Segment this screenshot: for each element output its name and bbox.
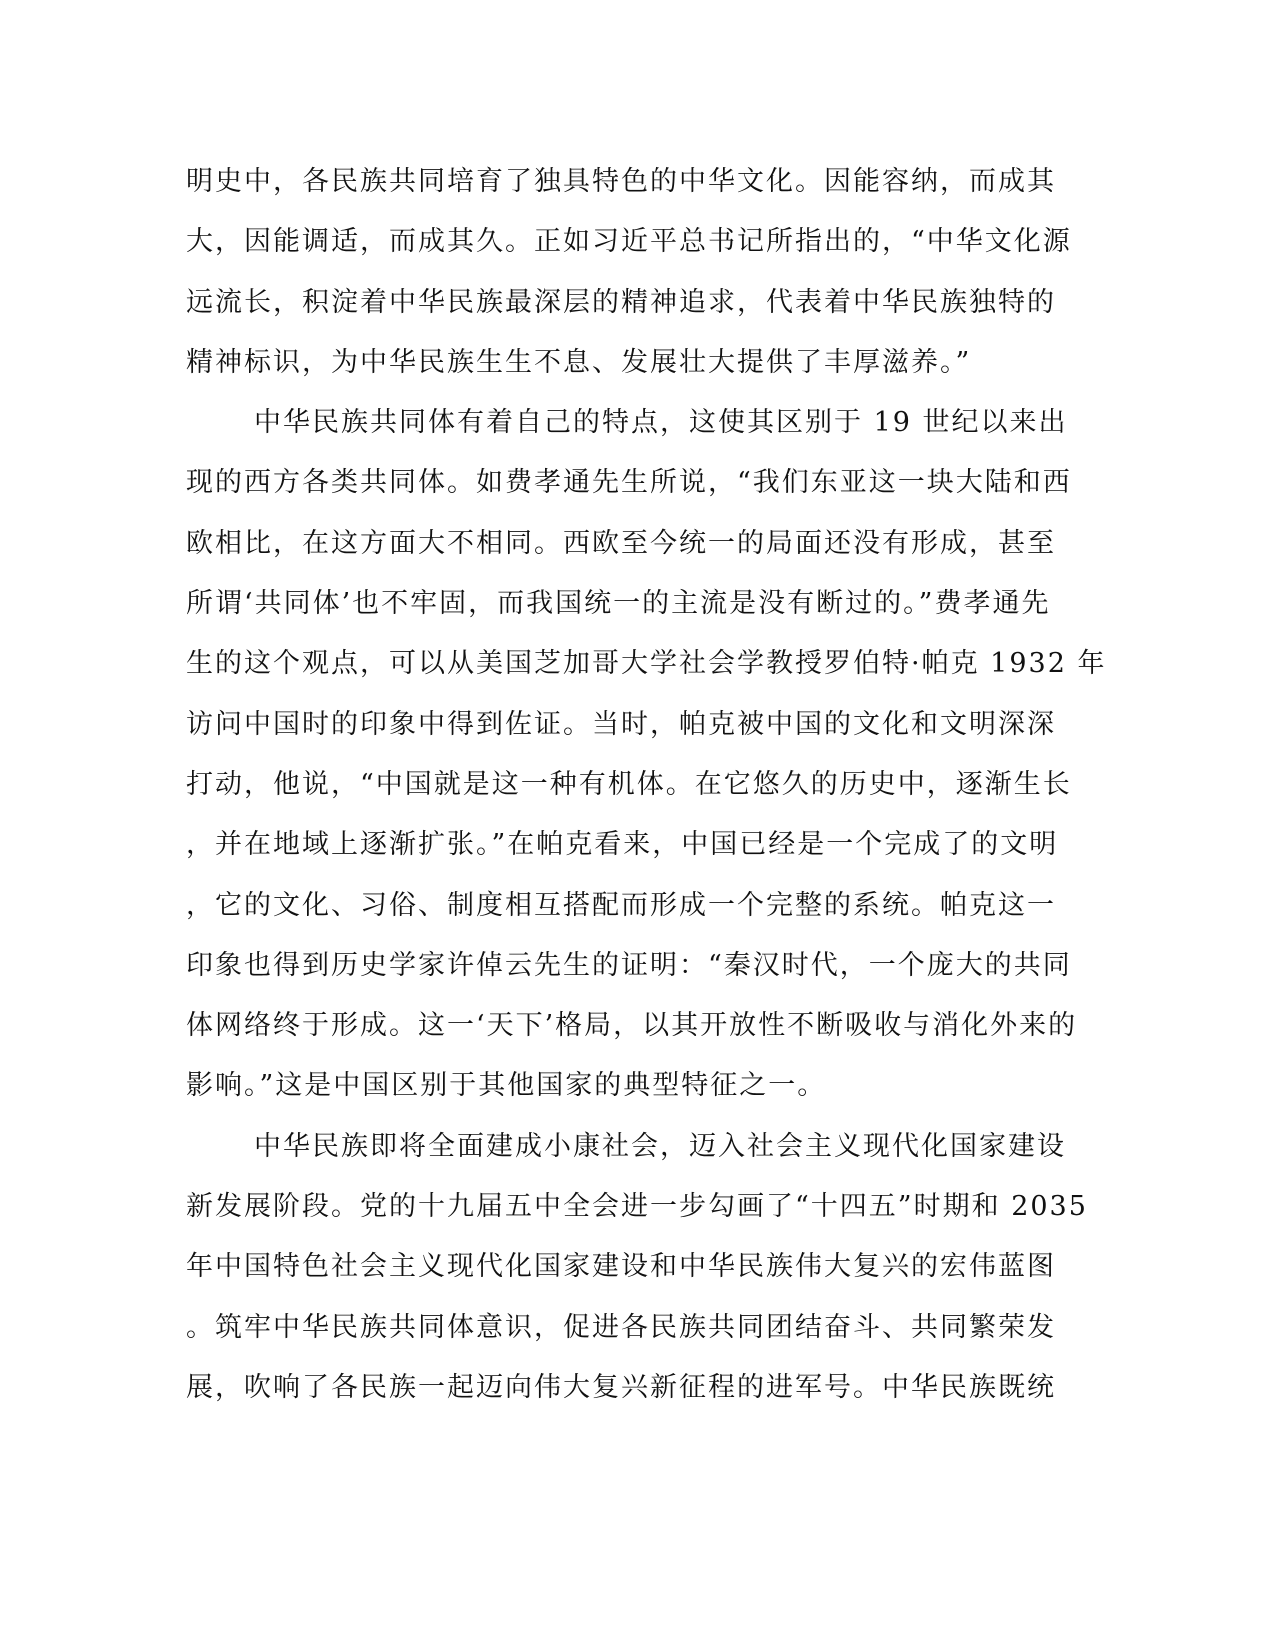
text-line: 印象也得到历史学家许倬云先生的证明：“秦汉时代，一个庞大的共同 bbox=[186, 949, 1072, 981]
text-line: 访问中国时的印象中得到佐证。当时，帕克被中国的文化和文明深深 bbox=[186, 708, 1056, 740]
text-line: 生的这个观点，可以从美国芝加哥大学社会学教授罗伯特·帕克 1932 年 bbox=[186, 648, 1107, 680]
text-line: 现的西方各类共同体。如费孝通先生所说，“我们东亚这一块大陆和西 bbox=[186, 467, 1072, 499]
text-line: 所谓‘共同体’也不牢固，而我国统一的主流是没有断过的。”费孝通先 bbox=[186, 588, 1051, 620]
text-line: 展，吹响了各民族一起迈向伟大复兴新征程的进军号。中华民族既统 bbox=[186, 1371, 1056, 1403]
text-line: 新发展阶段。党的十九届五中全会进一步勾画了“十四五”时期和 2035 bbox=[186, 1191, 1088, 1223]
text-line: 远流长，积淀着中华民族最深层的精神追求，代表着中华民族独特的 bbox=[186, 286, 1056, 318]
text-line: 年中国特色社会主义现代化国家建设和中华民族伟大复兴的宏伟蓝图 bbox=[186, 1251, 1056, 1283]
text-line: 影响。”这是中国区别于其他国家的典型特征之一。 bbox=[186, 1070, 827, 1102]
text-line: ，并在地域上逐渐扩张。”在帕克看来，中国已经是一个完成了的文明 bbox=[186, 829, 1059, 861]
text-line: 精神标识，为中华民族生生不息、发展壮大提供了丰厚滋养。” bbox=[186, 346, 972, 378]
text-line: 打动，他说，“中国就是这一种有机体。在它悠久的历史中，逐渐生长 bbox=[186, 768, 1072, 800]
text-line: 大，因能调适，而成其久。正如习近平总书记所指出的，“中华文化源 bbox=[186, 226, 1072, 258]
body-text bbox=[186, 152, 1107, 1418]
text-line: 。筑牢中华民族共同体意识，促进各民族共同团结奋斗、共同繁荣发 bbox=[186, 1311, 1056, 1343]
text-line: 中华民族共同体有着自己的特点，这使其区别于 19 世纪以来出 bbox=[254, 407, 1068, 439]
text-line: ，它的文化、习俗、制度相互搭配而形成一个完整的系统。帕克这一 bbox=[186, 889, 1056, 921]
text-line: 明史中，各民族共同培育了独具特色的中华文化。因能容纳，而成其 bbox=[186, 166, 1056, 197]
text-line: 中华民族即将全面建成小康社会，迈入社会主义现代化国家建设 bbox=[254, 1130, 1066, 1162]
text-line: 欧相比，在这方面大不相同。西欧至今统一的局面还没有形成，甚至 bbox=[186, 527, 1056, 559]
text-line: 体网络终于形成。这一‘天下’格局，以其开放性不断吸收与消化外来的 bbox=[186, 1010, 1078, 1042]
